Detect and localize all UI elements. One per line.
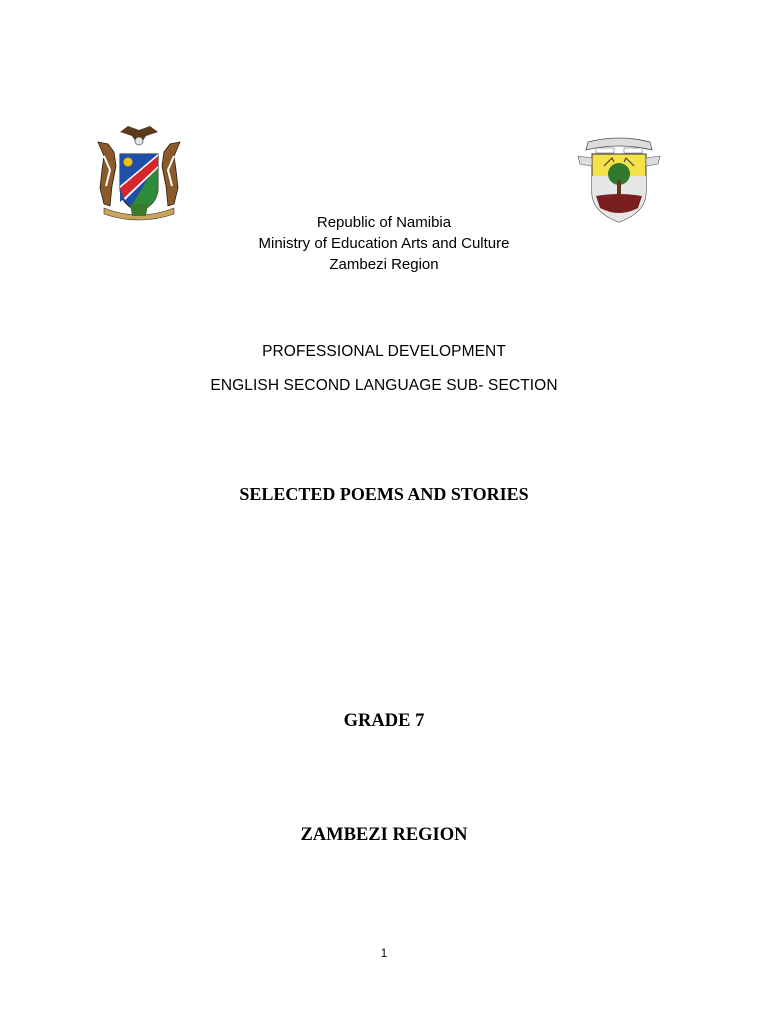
header-republic: Republic of Namibia xyxy=(316,214,452,231)
header-ministry: Ministry of Education Arts and Culture xyxy=(258,235,510,252)
document-title: SELECTED POEMS AND STORIES xyxy=(239,484,529,504)
region-label: ZAMBEZI REGION xyxy=(300,825,468,845)
subtitle-professional-development: PROFESSIONAL DEVELOPMENT xyxy=(262,343,506,360)
header-region: Zambezi Region xyxy=(329,256,439,273)
grade-label: GRADE 7 xyxy=(343,711,425,731)
page-number: 1 xyxy=(380,948,388,960)
subtitle-esl-subsection: ENGLISH SECOND LANGUAGE SUB- SECTION xyxy=(210,377,558,394)
